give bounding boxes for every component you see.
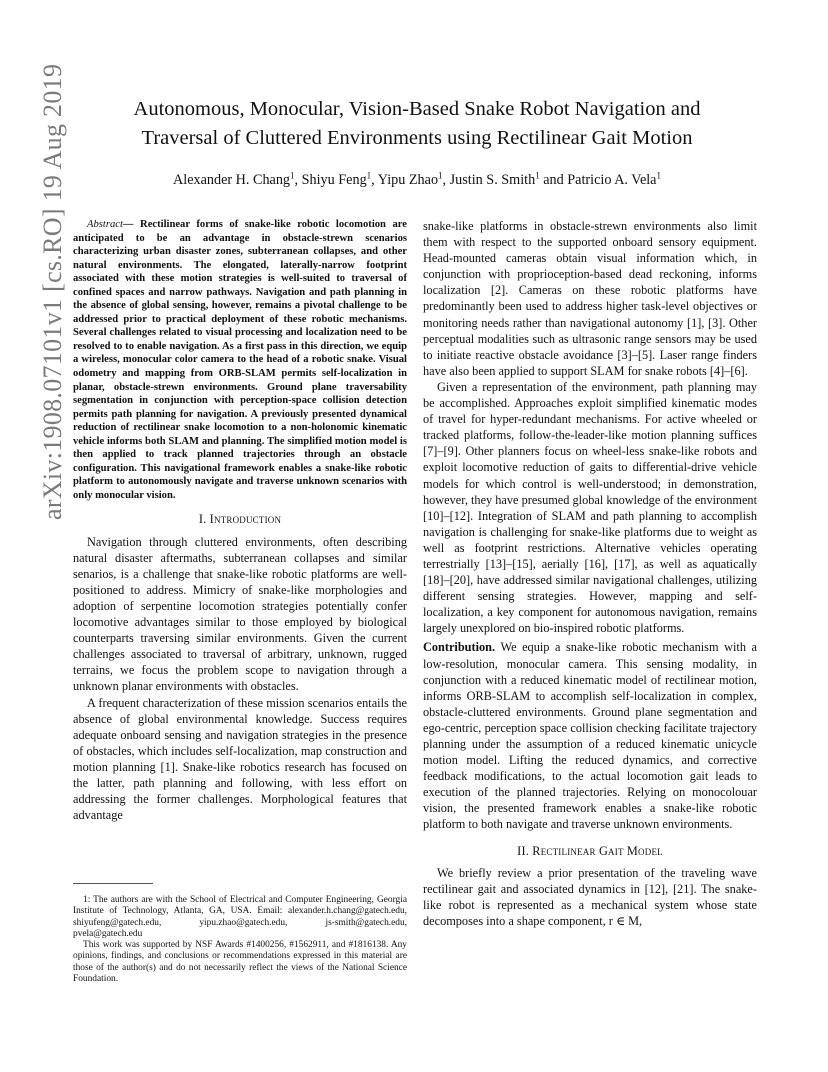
author-separator: , — [371, 172, 378, 188]
arxiv-identifier: arXiv:1908.07101v1 [cs.RO] 19 Aug 2019 — [38, 63, 67, 520]
author-name: Justin S. Smith — [449, 172, 536, 188]
contribution-paragraph — [423, 639, 757, 832]
author-name: Alexander H. Chang — [173, 172, 291, 188]
right-column — [423, 218, 757, 929]
author-separator: and — [539, 172, 568, 188]
left-column — [73, 218, 407, 823]
author-name: Shiyu Feng — [301, 172, 367, 188]
section-number: II. — [517, 843, 533, 858]
author-affiliation: 1 — [290, 170, 295, 181]
contribution-label: Contribution. — [423, 640, 496, 655]
paper-title — [72, 95, 762, 153]
author-affiliation: 1 — [438, 170, 443, 181]
footnotes — [73, 895, 407, 985]
section-heading-rectilinear-gait — [423, 843, 757, 859]
footnote-affiliation: 1: The authors are with the School of Electrical and Computer Engineering, Georgia Institute of Technology, Atlanta, GA, USA. Email: alexander.h.chang@gatech.edu, shiyufeng@gatech.edu, yipu.zhao@gatech.edu, js-smith@gatech.edu, pvela@gatech.edu — [73, 895, 407, 939]
section-heading-introduction — [73, 511, 407, 527]
abstract-text: — Rectilinear forms of snake-like robotic locomotion are anticipated to be an advantage in obstacle-strewn scenarios characterizing urban disaster zones, subterranean collapses, and other natural environments. The elongated, laterally-narrow footprint associated with these motion strategies is well-suited to traversal of confined spaces and narrow pathways. Navigation and path planning in the absence of global sensing, however, remains a pivotal challenge to be addressed prior to practical deployment of these robotic mechanisms. Several challenges related to visual processing and localization need to be resolved to to enable navigation. As a first pass in this direction, we equip a wireless, monocular color camera to the head of a robotic snake. Visual odometry and mapping from ORB-SLAM permits self-localization in planar, obstacle-strewn environments. Ground plane traversability segmentation in conjunction with perception-space collision detection permits path planning for navigation. A previously presented dynamical reduction of rectilinear snake locomotion to a non-holonomic kinematic vehicle informs both SLAM and planning. The simplified motion model is then applied to track planned trajectories through an obstacle configuration. This navigational framework enables a snake-like robotic platform to autonomously navigate and traverse unknown scenarios with only monocular vision. — [73, 219, 407, 501]
contribution-text: We equip a snake-like robotic mechanism with a low-resolution, monocular camera. This sensing modality, in conjunction with a reduced kinematic model of rectilinear motion, informs ORB-SLAM to accomplish self-localization in complex, obstacle-cluttered environments. Ground plane segmentation and ego-centric, perception space collision checking facilitate trajectory planning under the assumption of a reduced kinematic unicycle motion model. Lifting the reduced dynamics, and corrective feedback modifications, to the actual locomotion gait leads to execution of the planned trajectories. Relying on monocolouar vision, the presented framework enables a snake-like robotic platform to both navigate and traverse unknown environments. — [423, 640, 757, 832]
author-list — [72, 170, 762, 190]
right-paragraph-1: snake-like platforms in obstacle-strewn environments also limit them with respect to the supported onboard sensory equipment. Head-mounted cameras obtain visual information which, in conjunction with proprioception-based dead reckoning, informs localization [2]. Cameras on these robotic platforms have predominantly been used to address higher task-level objectives or monitoring needs rather than navigational autonomy [1], [3]. Other perceptual modalities such as ultrasonic range sensors may be used to initiate reactive obstacle avoidance [3]–[5]. Laser range finders have also been applied to support SLAM for snake robots [4]–[6]. — [423, 219, 757, 378]
section2-paragraph-1: We briefly review a prior presentation of the traveling wave rectilinear gait and associated dynamics in [12], [21]. The snake-like robot is represented as a mechanical system whose state decomposes into a shape component, r ∈ M, — [423, 865, 757, 928]
author-name: Yipu Zhao — [377, 172, 439, 188]
footnote-divider — [73, 883, 153, 884]
right-paragraph-2: Given a representation of the environment, path planning may be accomplished. Approaches exploit simplified kinematic modes of travel for hyper-redundant mechanisms. For active wheeled or tracked platforms, follow-the-leader-like motion planning suffices [7]–[9]. Other planners focus on wheel-less snake-like robots and exploit locomotive reduction of gaits to differential-drive vehicle models for which control is well-understood; in demonstration, however, they have presumed global knowledge of the environment [10]–[12]. Integration of SLAM and path planning to accomplish navigation is challenging for snake-like platforms due to weight as well as footprint restrictions. Alternative vehicles operating terrestrially [13]–[15], aerially [16], [17], as well as aquatically [18]–[20], have addressed similar navigational challenges, utilizing different sensing strategies. However, mapping and self-localization, a key component for autonomous navigation, remains largely unexplored on bio-inspired robotic platforms. — [423, 379, 757, 636]
author-separator: , — [294, 172, 302, 188]
author-affiliation: 1 — [366, 170, 372, 181]
author-name: Patricio A. Vela — [567, 172, 657, 188]
section-number: I. — [198, 512, 210, 527]
author-affiliation: 1 — [656, 170, 661, 181]
intro-paragraph-2: A frequent characterization of these mission scenarios entails the absence of global environmental knowledge. Success requires adequate onboard sensing and navigation strategies in the presence of obstacles, which includes self-localization, map construction and motion planning [1]. Snake-like robotics research has focused on the latter, path planning and following, with less effort on addressing the former challenges. Morphological features that advantage — [73, 695, 407, 823]
abstract — [73, 218, 407, 502]
author-affiliation: 1 — [535, 170, 540, 181]
section-title: Introduction — [209, 512, 282, 527]
section-title: Rectilinear Gait Model — [532, 843, 663, 858]
title-line-1: Autonomous, Monocular, Vision-Based Snake Robot Navigation and — [133, 98, 701, 120]
arxiv-sidebar — [14, 63, 67, 765]
author-separator: , — [442, 172, 450, 188]
abstract-label: Abstract — [87, 219, 123, 230]
intro-paragraph-1: Navigation through cluttered environments, often describing natural disaster aftermaths, subterranean collapses and similar senarios, is a challenge that snake-like robotic platforms are well-positioned to address. Mimicry of snake-like morphologies and adoption of serpentine locomotion strategies potentially confer locomotive advantages similar to those employed by biological counterparts traversing similar environments. Given the current challenges associated to traversal of arbitrary, unknown, rugged terrains, we focus the problem scope to navigation through a unknown planar environments with obstacles. — [73, 534, 407, 694]
title-line-2: Traversal of Cluttered Environments using Rectilinear Gait Motion — [141, 127, 693, 149]
footnote-funding: This work was supported by NSF Awards #1400256, #1562911, and #1816138. Any opinions, findings, and conclusions or recommendations expressed in this material are those of the author(s) and do not necessarily reflect the views of the National Science Foundation. — [73, 940, 407, 985]
